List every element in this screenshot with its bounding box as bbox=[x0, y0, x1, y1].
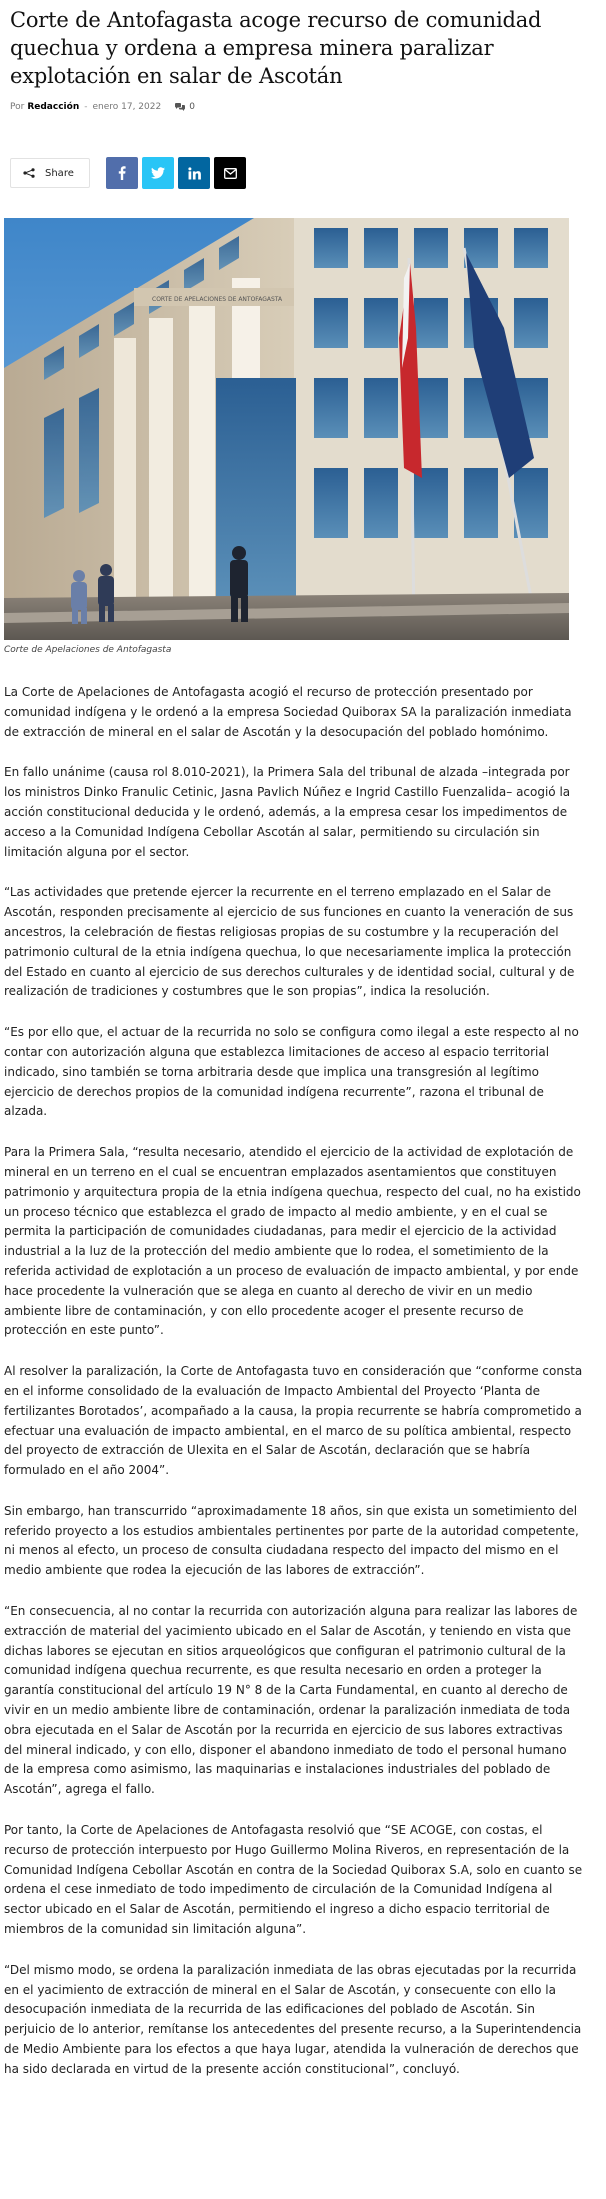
paragraph: Sin embargo, han transcurrido “aproximadamente 18 años, sin que exista un sometimiento del referido proyecto a los estudios ambientales pertinentes por parte de la autoridad competente, ni menos al efecto, un proceso de consulta ciudadana respecto del impacto del mismo en el medio ambiente que rodea la ejecución de las labores de extracción”. bbox=[4, 1503, 579, 1578]
linkedin-icon bbox=[188, 167, 201, 180]
publish-date: enero 17, 2022 bbox=[92, 102, 162, 112]
paragraph: Para la Primera Sala, “resulta necesario, atendido el ejercicio de la actividad de explotación de mineral en un terreno en el cual se encuentran emplazados asentamientos que constituyen patrimonio y arquitectura propia de la etnia indígena quechua, respecto del cual, no ha existido un proceso técnico que establezca el grado de impacto al medio ambiente, y en el cual se permita la participación de comunidades ciudadanas, para medir el ejercicio de la actividad industrial a la luz de la protección del medio ambiente que lo rodea, el sometimiento de la referida actividad de explotación a un proceso de evaluación de impacto ambiental, y por ende hace procedente la vulneración que se alega en cuanto al derecho de vivir en un medio ambiente libre de contaminación, y con ello procedente acoger el presente recurso de protección en este punto”. bbox=[4, 1145, 581, 1338]
linkedin-share-button[interactable] bbox=[178, 157, 210, 189]
paragraph: Por tanto, la Corte de Apelaciones de Antofagasta resolvió que “SE ACOGE, con costas, el recurso de protección interpuesto por Hugo Guillermo Molina Riveros, en representación de la Comunidad Indígena Cebollar Ascotán en contra de la Sociedad Quiborax S.A, solo en cuanto se ordena el cese inmediato de todo impedimento de circulación de la Comunidad Indígena al sector ubicado en el Salar de Ascotán, permitiendo el ingreso a dicho espacio territorial de miembros de la comunidad sin limitación alguna”. bbox=[4, 1823, 583, 1937]
article-body bbox=[4, 683, 584, 2101]
share-label: Share bbox=[45, 167, 74, 179]
paragraph: “Es por ello que, el actuar de la recurrida no solo se configura como ilegal a este respecto al no contar con autorización alguna que establezca limitaciones de acceso al espacio territorial indicado, sino también se torna arbitraria desde que implica una transgresión al legítimo ejercicio de derechos propios de la comunidad indígena recurrente”, razona el tribunal de alzada. bbox=[4, 1025, 579, 1119]
comment-count: 0 bbox=[189, 102, 195, 112]
share-button[interactable] bbox=[10, 158, 90, 188]
facebook-share-button[interactable] bbox=[106, 157, 138, 189]
paragraph: “Las actividades que pretende ejercer la recurrente en el terreno emplazado en el Salar de Ascotán, responden precisamente al ejercicio de sus funciones en cuanto la veneración de sus ancestros, la celebración de fiestas religiosas propias de su costumbre y la recuperación del patrimonio cultural de la etnia indígena quechua, lo que necesariamente implica la protección del Estado en cuanto al ejercicio de sus derechos culturales y de identidad social, cultural y de realización de tradiciones y costumbres que le son propias”, indica la resolución. bbox=[4, 885, 575, 999]
email-share-button[interactable] bbox=[214, 157, 246, 189]
twitter-icon bbox=[151, 167, 165, 179]
paragraph: En fallo unánime (causa rol 8.010-2021), la Primera Sala del tribunal de alzada –integrada por los ministros Dinko Franulic Cetinic, Jasna Pavlich Núñez e Ingrid Castillo Fuenzalida– acogió la acción constitucional deducida y le ordenó, además, a la empresa cesar los impedimentos de acceso a la Comunidad Indígena Cebollar Ascotán al salar, permitiendo su circulación sin limitación alguna por el sector. bbox=[4, 765, 571, 859]
twitter-share-button[interactable] bbox=[142, 157, 174, 189]
paragraph: Al resolver la paralización, la Corte de Antofagasta tuvo en consideración que “conforme consta en el informe consolidado de la evaluación de Impacto Ambiental del Proyecto ‘Planta de fertilizantes Borotados’, acompañado a la causa, la propia recurrente se habría comprometido a efectuar una evaluación de impacto ambiental, en el marco de su política ambiental, respecto del proyecto de extracción de Ulexita en el Salar de Ascotán, declaración que se habría formulado en el año 2004”. bbox=[4, 1364, 583, 1478]
paragraph: “Del mismo modo, se ordena la paralización inmediata de las obras ejecutadas por la recurrida en el yacimiento de extracción de mineral en el Salar de Ascotán, y consecuente con ello la desocupación inmediata de la recurrida de las edificaciones del poblado de Ascotán. Sin perjuicio de lo anterior, remítanse los antecedentes del presente recurso, a la Superintendencia de Medio Ambiente para los efectos a que haya lugar, atendida la vulneración de derechos que ha sido declarada en virtud de la presente acción constitucional”, concluyó. bbox=[4, 1962, 582, 2076]
article-meta bbox=[10, 100, 596, 114]
comments-link[interactable] bbox=[175, 102, 195, 112]
facebook-icon bbox=[118, 166, 126, 180]
paragraph: “En consecuencia, al no contar la recurrida con autorización alguna para realizar las labores de extracción de material del yacimiento ubicado en el Salar de Ascotán, y teniendo en vista que dichas labores se ejecutan en sitios arqueológicos que configuran el patrimonio cultural de la comunidad indígena quechua recurrente, es que resulta necesario en orden a proteger la garantía constitucional del artículo 19 N° 8 de la Carta Fundamental, en cuanto al derecho de vivir en un medio ambiente libre de contaminación, ordenar la paralización inmediata de toda obra ejecutada en el Salar de Ascotán por la recurrida en ejercicio de sus labores extractivas del mineral indicado, y con ello, disponer el abandono inmediato de todo el personal humano de la empresa como asimismo, las maquinarias e instalaciones industriales del poblado de Ascotán”, agrega el fallo. bbox=[4, 1604, 578, 1797]
building-sign: CORTE DE APELACIONES DE ANTOFAGASTA bbox=[152, 296, 283, 303]
mail-icon bbox=[224, 168, 237, 179]
image-caption: Corte de Apelaciones de Antofagasta bbox=[4, 645, 172, 655]
paragraph: La Corte de Apelaciones de Antofagasta acogió el recurso de protección presentado por comunidad indígena y le ordenó a la empresa Sociedad Quiborax SA la paralización inmediata de extracción de mineral en el salar de Ascotán y la desocupación del poblado homónimo. bbox=[4, 685, 572, 739]
courthouse-photo bbox=[4, 218, 569, 640]
author-link[interactable]: Redacción bbox=[27, 102, 80, 112]
article bbox=[10, 0, 596, 179]
meta-separator: - bbox=[84, 102, 88, 112]
by-label: Por bbox=[10, 102, 25, 112]
share-icon bbox=[23, 168, 35, 178]
comments-icon bbox=[175, 103, 185, 111]
share-bar bbox=[10, 158, 246, 188]
article-title: Corte de Antofagasta acoge recurso de comunidad quechua y ordena a empresa minera paralizar explotación en salar de Ascotán bbox=[10, 8, 542, 88]
